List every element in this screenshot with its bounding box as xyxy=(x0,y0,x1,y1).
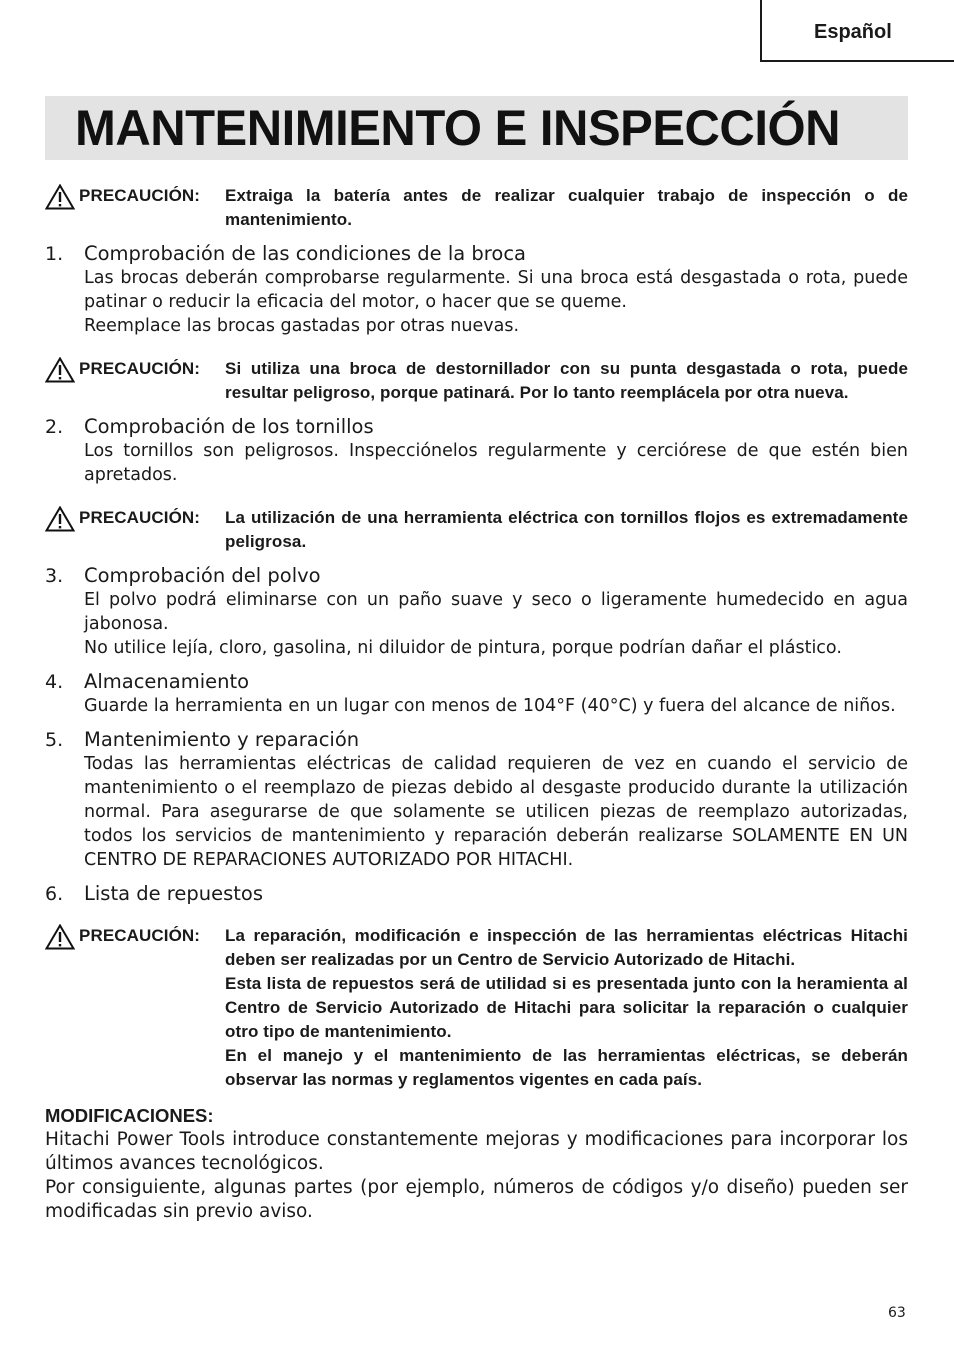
warning-triangle-icon xyxy=(45,506,75,532)
page-title: MANTENIMIENTO E INSPECCIÓN xyxy=(75,100,840,156)
page-number: 63 xyxy=(888,1305,906,1321)
caution-text: Esta lista de repuestos será de utilidad si es presentada junto con la heramienta al Centro de Servicio Autorizado de Hitachi para solicitar la reparación o cualquier otro tipo de mantenimiento. xyxy=(225,974,908,1041)
caution-label: PRECAUCIÓN: xyxy=(79,359,201,378)
caution-label: PRECAUCIÓN: xyxy=(79,926,201,945)
modifications-section xyxy=(45,1104,908,1224)
caution-text: Si utiliza una broca de destornillador con su punta desgastada o rota, puede resultar peligroso, porque patinará. Por lo tanto reemplácela por otra nueva. xyxy=(225,359,908,402)
item-text: Reemplace las brocas gastadas por otras nuevas. xyxy=(84,316,520,336)
caution-label: PRECAUCIÓN: xyxy=(79,508,201,527)
caution-label: PRECAUCIÓN: xyxy=(79,186,201,205)
content xyxy=(45,180,908,1224)
item-heading: Comprobación de los tornillos xyxy=(84,415,374,438)
warning-triangle-icon xyxy=(45,184,75,210)
language-tab xyxy=(760,0,954,62)
item-heading: Mantenimiento y reparación xyxy=(84,728,360,751)
list-item xyxy=(45,242,908,338)
caution-block xyxy=(45,184,908,232)
item-heading: Comprobación de las condiciones de la broca xyxy=(84,242,526,265)
title-banner xyxy=(45,96,908,160)
item-text: Guarde la herramienta en un lugar con menos de 104°F (40°C) y fuera del alcance de niños. xyxy=(84,696,896,716)
caution-block xyxy=(45,506,908,554)
caution-text: Extraiga la batería antes de realizar cualquier trabajo de inspección o de mantenimiento. xyxy=(225,186,908,229)
language-label: Español xyxy=(814,21,892,43)
item-text: El polvo podrá eliminarse con un paño suave y seco o ligeramente humedecido en agua jabonosa. xyxy=(84,590,908,634)
item-number: 4. xyxy=(45,671,64,693)
caution-block xyxy=(45,357,908,405)
list-item xyxy=(45,882,908,906)
item-text: No utilice lejía, cloro, gasolina, ni diluidor de pintura, porque podrían dañar el plástico. xyxy=(84,638,842,658)
warning-triangle-icon xyxy=(45,357,75,383)
list-item xyxy=(45,564,908,660)
item-heading: Lista de repuestos xyxy=(84,882,264,905)
item-number: 5. xyxy=(45,729,64,751)
caution-text: La utilización de una herramienta eléctrica con tornillos flojos es extremadamente peligrosa. xyxy=(225,508,908,551)
item-text: Todas las herramientas eléctricas de calidad requieren de vez en cuando el servicio de mantenimiento o el reemplazo de piezas debido al desgaste producido durante la utilización normal. Para asegurarse de que solamente se utilicen piezas de reemplazo autorizadas, todos los servicios de mantenimiento y reparación deberán realizarse SOLAMENTE EN UN CENTRO DE REPARACIONES AUTORIZADO POR HITACHI. xyxy=(84,754,908,870)
item-number: 6. xyxy=(45,883,64,905)
caution-text: La reparación, modificación e inspección de las herramientas eléctricas Hitachi deben ser realizadas por un Centro de Servicio Autorizado de Hitachi. xyxy=(225,926,908,969)
modifications-text: Hitachi Power Tools introduce constantemente mejoras y modificaciones para incorporar los últimos avances tecnológicos. xyxy=(45,1129,908,1174)
modifications-text: Por consiguiente, algunas partes (por ejemplo, números de códigos y/o diseño) pueden ser modificadas sin previo aviso. xyxy=(45,1177,908,1222)
list-item xyxy=(45,415,908,487)
caution-block xyxy=(45,924,908,1092)
modifications-title: MODIFICACIONES: xyxy=(45,1105,214,1126)
list-item xyxy=(45,670,908,718)
item-text: Los tornillos son peligrosos. Inspecciónelos regularmente y cerciórese de que estén bien apretados. xyxy=(84,441,908,485)
item-text: Las brocas deberán comprobarse regularmente. Si una broca está desgastada o rota, puede patinar o reducir la eficacia del motor, o hacer que se queme. xyxy=(84,268,908,312)
item-heading: Almacenamiento xyxy=(84,670,250,693)
item-heading: Comprobación del polvo xyxy=(84,564,321,587)
caution-text: En el manejo y el mantenimiento de las herramientas eléctricas, se deberán observar las normas y reglamentos vigentes en cada país. xyxy=(225,1046,908,1089)
item-number: 1. xyxy=(45,243,64,265)
item-number: 2. xyxy=(45,416,64,438)
warning-triangle-icon xyxy=(45,924,75,950)
list-item xyxy=(45,728,908,872)
item-number: 3. xyxy=(45,565,64,587)
